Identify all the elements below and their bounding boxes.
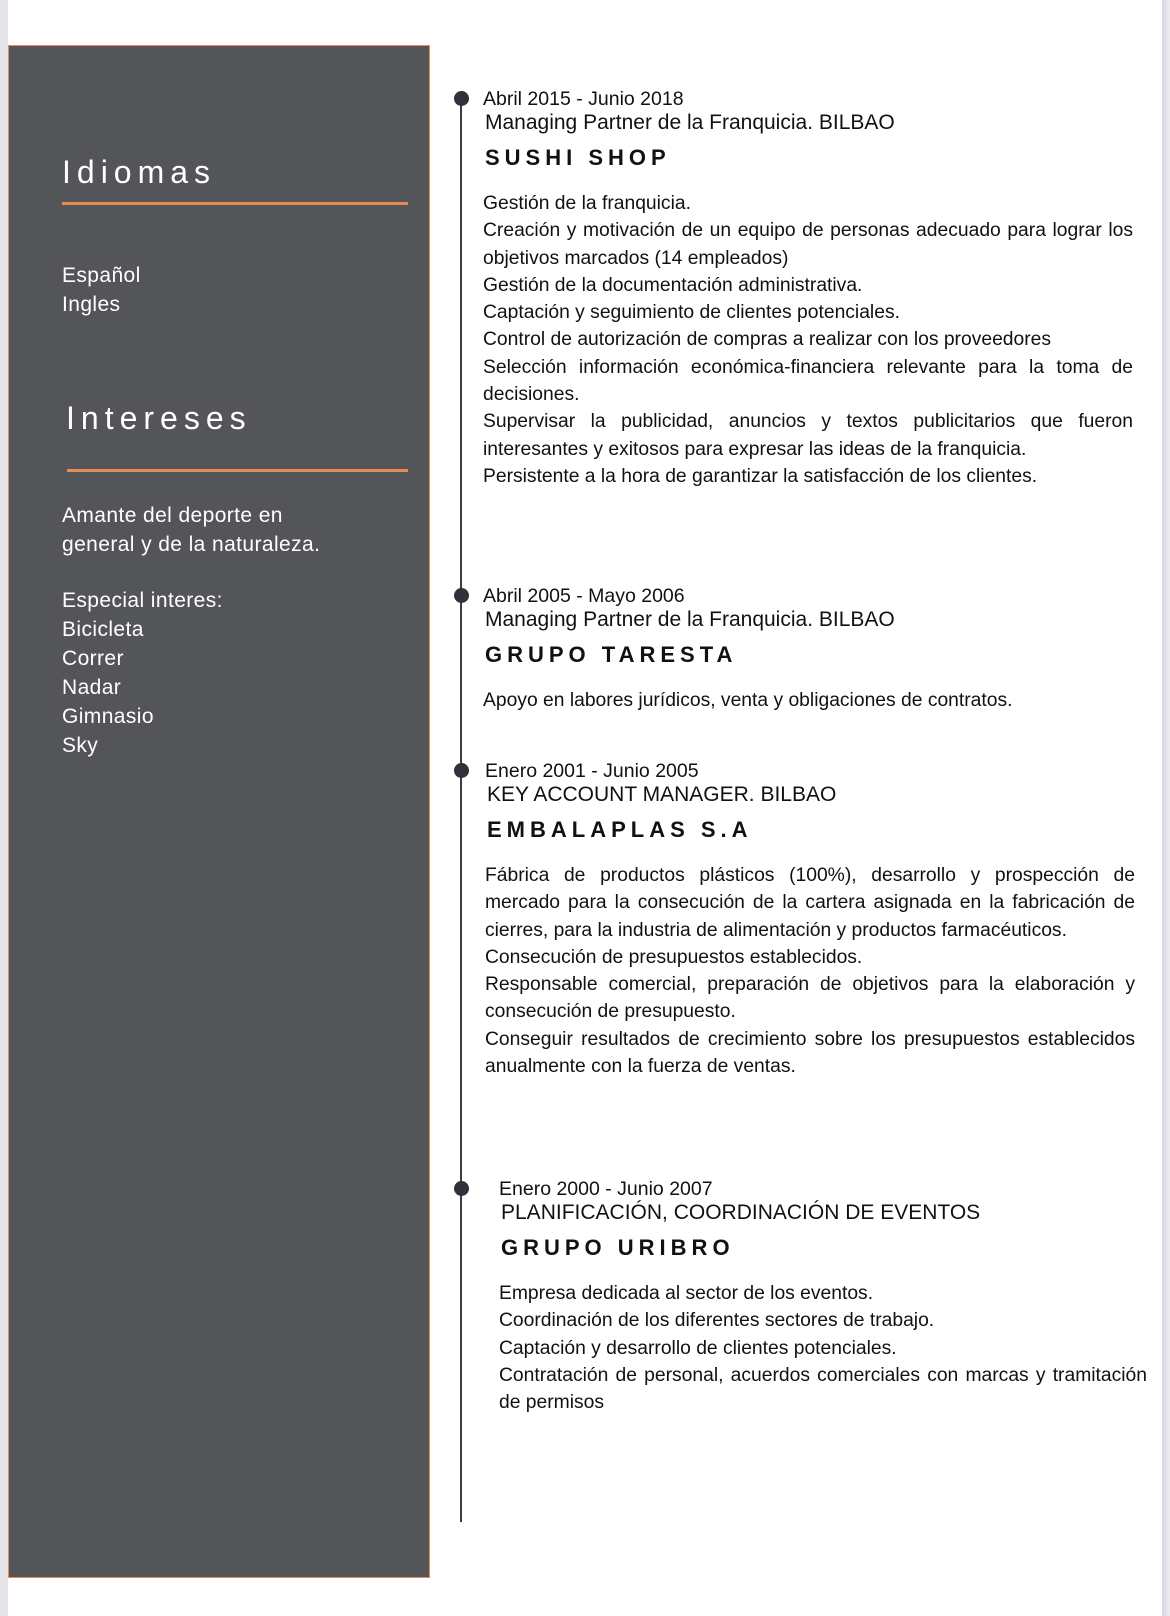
language-item: Español bbox=[62, 264, 141, 287]
description-line: Responsable comercial, preparación de objetivos para la elaboración y consecución de presupuesto. bbox=[485, 974, 1135, 1023]
description-line: Consecución de presupuestos establecidos. bbox=[485, 946, 863, 968]
timeline-line bbox=[460, 96, 462, 1522]
experience-entry bbox=[485, 760, 1135, 1080]
job-role: KEY ACCOUNT MANAGER. BILBAO bbox=[487, 783, 837, 806]
description-line: Supervisar la publicidad, anuncios y textos publicitarios que fueron interesantes y exitosos para expresar las ideas de la franquicia. bbox=[483, 411, 1133, 460]
interests-heading: Intereses bbox=[66, 400, 252, 436]
job-company: SUSHI SHOP bbox=[485, 145, 671, 170]
description-line: Apoyo en labores jurídicos, venta y obligaciones de contratos. bbox=[483, 690, 1013, 711]
job-company: GRUPO URIBRO bbox=[501, 1235, 735, 1260]
experience-entry bbox=[483, 585, 1133, 714]
experience-entry bbox=[483, 88, 1133, 490]
languages-divider bbox=[62, 202, 408, 205]
description-line: Creación y motivación de un equipo de personas adecuado para lograr los objetivos marcados (14 empleados) bbox=[483, 220, 1133, 269]
interests-summary-line: general y de la naturaleza. bbox=[62, 533, 321, 556]
job-dates: Abril 2015 - Junio 2018 bbox=[483, 88, 684, 110]
interests-summary-line: Amante del deporte en bbox=[62, 504, 283, 527]
description-line: Fábrica de productos plásticos (100%), desarrollo y prospección de mercado para la consecución de la cartera asignada en la fabricación de cierres, para la industria de alimentación y productos farmacéuticos. bbox=[485, 865, 1135, 941]
job-description bbox=[485, 862, 1135, 1080]
description-line: Contratación de personal, acuerdos comerciales con marcas y tramitación de permisos bbox=[499, 1364, 1147, 1414]
description-line: Control de autorización de compras a realizar con los proveedores bbox=[483, 329, 1052, 351]
description-line: Conseguir resultados de crecimiento sobre los presupuestos establecidos anualmente con la fuerza de ventas. bbox=[485, 1028, 1135, 1078]
interest-item: Nadar bbox=[62, 676, 122, 699]
timeline-dot-icon bbox=[454, 1181, 469, 1196]
job-description bbox=[483, 687, 1133, 714]
job-description bbox=[483, 190, 1133, 490]
timeline-dot-icon bbox=[454, 763, 469, 778]
description-line: Captación y desarrollo de clientes potenciales. bbox=[499, 1337, 897, 1359]
viewer-gutter bbox=[1162, 0, 1170, 1616]
special-interests-label: Especial interes: bbox=[62, 589, 223, 612]
description-line: Selección información económica-financiera relevante para la toma de decisiones. bbox=[483, 356, 1133, 406]
description-line: Gestión de la documentación administrativa. bbox=[483, 274, 863, 296]
description-line: Coordinación de los diferentes sectores de trabajo. bbox=[499, 1310, 935, 1332]
timeline-dot-icon bbox=[454, 588, 469, 603]
interests-summary bbox=[62, 501, 320, 559]
special-interests bbox=[62, 586, 223, 760]
job-role: PLANIFICACIÓN, COORDINACIÓN DE EVENTOS bbox=[501, 1201, 981, 1224]
interest-item: Correr bbox=[62, 647, 124, 670]
job-company: EMBALAPLAS S.A bbox=[487, 817, 753, 842]
languages-list bbox=[62, 261, 141, 319]
description-line: Captación y seguimiento de clientes potenciales. bbox=[483, 302, 900, 324]
description-line: Persistente a la hora de garantizar la satisfacción de los clientes. bbox=[483, 465, 1038, 487]
job-dates: Enero 2001 - Junio 2005 bbox=[485, 760, 699, 782]
job-role: Managing Partner de la Franquicia. BILBAO bbox=[485, 608, 895, 631]
languages-heading: Idiomas bbox=[62, 154, 217, 190]
language-item: Ingles bbox=[62, 293, 121, 316]
experience-entry bbox=[499, 1178, 1147, 1416]
interest-item: Sky bbox=[62, 734, 99, 757]
description-line: Gestión de la franquicia. bbox=[483, 193, 691, 214]
description-line: Empresa dedicada al sector de los eventos. bbox=[499, 1283, 874, 1304]
interests-divider bbox=[67, 469, 408, 472]
sidebar bbox=[8, 45, 430, 1578]
job-description bbox=[499, 1280, 1147, 1416]
job-company: GRUPO TARESTA bbox=[485, 642, 738, 667]
job-dates: Enero 2000 - Junio 2007 bbox=[499, 1178, 713, 1200]
job-dates: Abril 2005 - Mayo 2006 bbox=[483, 585, 685, 607]
job-role: Managing Partner de la Franquicia. BILBAO bbox=[485, 111, 895, 134]
interest-item: Gimnasio bbox=[62, 705, 154, 728]
timeline-dot-icon bbox=[454, 91, 469, 106]
interest-item: Bicicleta bbox=[62, 618, 144, 641]
